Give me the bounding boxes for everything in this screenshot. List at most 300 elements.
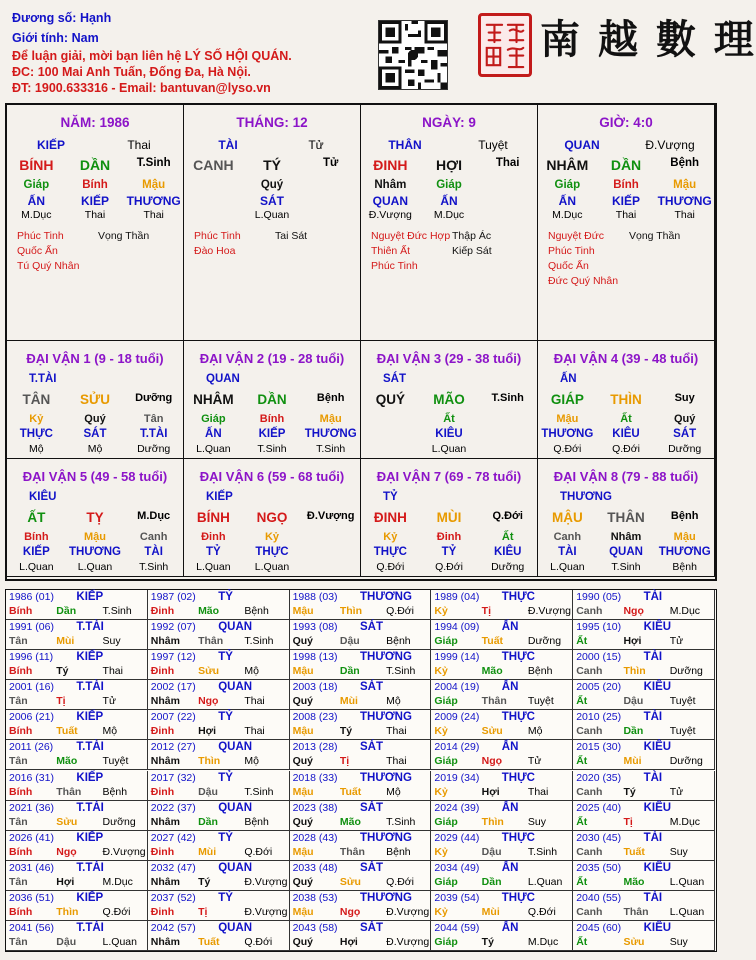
pillar-ten-god: TÀI [218, 138, 238, 152]
year-branch: Mão [481, 665, 503, 678]
dai-van-hidden-row4-0: TÀI [558, 546, 577, 558]
year-branch: Hợi [623, 635, 642, 648]
year-pillar [148, 816, 289, 828]
year-branch: Tuất [198, 935, 220, 948]
year-ten-god: TỶ [218, 771, 233, 784]
dai-van-hidden-row5-2: Dưỡng [491, 561, 525, 573]
dai-van-ten-god: ẤN [560, 373, 577, 385]
year-header [431, 651, 572, 663]
year-header [290, 862, 431, 874]
dai-van-hidden-row5-1: Mộ [87, 443, 103, 455]
year-label: 2001 (16) [9, 681, 54, 694]
year-header [290, 741, 431, 753]
pillar-hidden-row4-1: KIẾP [81, 194, 110, 208]
year-life-stage: Tử [527, 755, 542, 768]
pillar-row5 [184, 209, 360, 221]
year-branch: Tý [339, 725, 353, 738]
pillar-ten-god: QUAN [564, 138, 600, 152]
year-header [290, 892, 431, 904]
dai-van-ten-god: KIẾP [206, 491, 233, 503]
dai-van-stem: QUÝ [375, 392, 405, 407]
year-header [290, 711, 431, 723]
year-life-stage: Mộ [102, 725, 118, 738]
year-stem: Tân [9, 815, 28, 828]
year-branch: Thân [56, 785, 82, 798]
year-cell [148, 861, 290, 891]
dai-van-cell-3 [361, 341, 538, 459]
year-cell [290, 620, 432, 650]
year-label: 2021 (36) [9, 801, 54, 814]
year-ten-god: KIẾP [76, 591, 104, 603]
year-cell [431, 740, 573, 770]
year-cell [148, 771, 290, 801]
year-branch: Hợi [339, 935, 358, 948]
year-cell [431, 861, 573, 891]
year-branch: Thìn [623, 665, 646, 678]
dai-van-hidden-row4-2 [301, 546, 360, 558]
year-branch: Thìn [481, 815, 504, 828]
year-life-stage: Tuyệt [102, 755, 129, 768]
dai-van-hidden-row5-2 [301, 561, 360, 573]
year-cell [573, 620, 715, 650]
pillar-row4 [538, 194, 714, 208]
dai-van-ten-god: KIÊU [29, 491, 57, 503]
year-stem: Ất [576, 935, 588, 948]
year-header [431, 862, 572, 874]
year-branch: Mão [339, 815, 361, 828]
year-stem: Kỷ [434, 605, 448, 617]
year-label: 2014 (29) [434, 741, 480, 754]
year-header [431, 892, 572, 904]
year-branch: Dậu [481, 845, 502, 858]
year-ten-god: THƯƠNG [359, 591, 412, 603]
year-label: 2042 (57) [150, 921, 196, 934]
year-life-stage: M.Dục [669, 605, 701, 617]
year-cell [290, 710, 432, 740]
star-row [17, 259, 179, 274]
year-ten-god: KIÊU [643, 741, 672, 754]
year-label: 1999 (14) [434, 651, 480, 664]
year-branch: Tuất [56, 725, 78, 738]
star-row [371, 259, 533, 274]
pillar-hidden-row4-2: THƯƠNG [657, 194, 712, 208]
year-ten-god: T.TÀI [76, 741, 104, 754]
year-pillar [431, 816, 572, 828]
year-life-stage: Mộ [386, 695, 401, 708]
year-branch: Hợi [481, 785, 500, 798]
year-stem: Bính [9, 785, 33, 798]
year-header [431, 772, 572, 784]
year-pillar [573, 665, 714, 677]
star-row [371, 229, 533, 244]
year-ten-god: SÁT [359, 741, 383, 754]
year-label: 2004 (19) [434, 681, 480, 694]
dai-van-row4 [184, 546, 360, 558]
star-bad [452, 259, 533, 274]
year-pillar [6, 755, 147, 767]
year-stem: Bính [9, 845, 33, 858]
year-label: 2022 (37) [150, 801, 196, 814]
year-label: 1987 (02) [150, 591, 196, 603]
dai-van-hidden-row4-0: THỰC [373, 546, 407, 558]
pillar-top-row [538, 138, 714, 152]
year-cell [6, 590, 148, 620]
pillar-hidden-row5-0 [184, 209, 243, 221]
star-good: Phúc Tinh [194, 230, 241, 242]
year-life-stage: M.Dục [669, 815, 701, 828]
year-branch: Hợi [198, 725, 217, 738]
year-label: 2040 (55) [576, 891, 622, 904]
year-life-stage: L.Quan [669, 905, 705, 918]
dai-van-row3 [538, 413, 714, 425]
year-cell [148, 801, 290, 831]
year-cell [573, 861, 715, 891]
year-label: 2002 (17) [150, 681, 196, 694]
year-label: 2011 (26) [9, 741, 54, 754]
year-pillar [573, 695, 714, 707]
year-stem: Đinh [150, 665, 175, 678]
pillar-row4 [184, 194, 360, 208]
year-life-stage: L.Quan [669, 875, 705, 888]
dai-van-hidden-row4-2: THƯƠNG [304, 428, 357, 440]
year-label: 2032 (47) [150, 861, 196, 874]
year-life-stage: Bệnh [386, 635, 411, 648]
owner-value: Hạnh [79, 11, 112, 25]
star-bad: Thập Ác [452, 230, 492, 242]
dai-van-row3 [7, 531, 183, 543]
dai-van-hidden-row4-0 [361, 428, 420, 440]
dai-van-stem-branch [7, 510, 183, 525]
year-header [6, 621, 147, 633]
pillar-life-stage: Bệnh [670, 157, 700, 169]
dai-van-stem: BÍNH [196, 510, 230, 525]
pillar-cell-0 [7, 105, 184, 341]
year-ten-god: THỰC [501, 891, 535, 904]
year-stem: Kỷ [434, 845, 448, 858]
brand-title [540, 8, 756, 65]
dai-van-hidden-row3-1: Mậu [84, 531, 106, 543]
year-pillar [6, 786, 147, 798]
dai-van-hidden-row4-2: THƯƠNG [658, 546, 711, 558]
pillar-hidden-row5-1: M.Dục [433, 209, 465, 221]
year-pillar [148, 755, 289, 767]
year-ten-god: TỶ [218, 891, 233, 904]
year-label: 2018 (33) [292, 771, 338, 784]
year-branch: Thân [623, 905, 649, 918]
dai-van-hidden-row4-1: THƯƠNG [69, 546, 121, 558]
dai-van-stem-branch [538, 510, 714, 525]
year-life-stage: Thai [386, 725, 407, 738]
year-stem: Mậu [292, 725, 314, 738]
year-ten-god: SÁT [359, 921, 383, 934]
year-branch: Mùi [339, 695, 358, 708]
year-ten-god: ẤN [501, 861, 519, 874]
pillar-hidden-row3-1: Quý [260, 179, 284, 191]
year-pillar [290, 786, 431, 798]
year-branch: Thìn [56, 905, 79, 918]
dai-van-row5 [538, 561, 714, 573]
pillar-hidden-row3-2: Mậu [673, 179, 697, 191]
pillar-life-stage: Tử [323, 157, 339, 169]
year-header [573, 681, 714, 693]
dai-van-stem-branch [7, 392, 183, 407]
year-pillar [148, 906, 289, 918]
year-ten-god: T.TÀI [76, 621, 104, 634]
pillar-hidden-row3-0: Nhâm [374, 179, 407, 191]
brand-rest: 越 數 理 [597, 16, 756, 63]
dai-van-hidden-row3-0: Kỷ [383, 531, 398, 543]
year-header [573, 741, 714, 753]
year-stem: Mậu [292, 605, 314, 617]
year-life-stage: Đ.Vượng [102, 845, 146, 858]
year-label: 1994 (09) [434, 621, 480, 634]
year-header [148, 591, 289, 603]
year-cell [290, 801, 432, 831]
year-header [290, 621, 431, 633]
pillar-stem-branch [184, 157, 360, 173]
year-ten-god: T.TÀI [76, 681, 104, 694]
year-life-stage: Q.Đới [527, 905, 556, 918]
dai-van-hidden-row3-0: Đinh [201, 531, 226, 543]
dai-van-hidden-row5-0: Q.Đới [553, 443, 582, 455]
dai-van-hidden-row3-1: Ất [443, 413, 455, 425]
pillar-stem-branch [361, 157, 537, 173]
pillar-hidden-row5-1: Thai [615, 209, 637, 221]
year-ten-god: QUAN [218, 621, 253, 634]
year-label: 2029 (44) [434, 831, 480, 844]
year-header [6, 802, 147, 814]
dai-van-hidden-row5-2: Dưỡng [668, 443, 702, 455]
year-header [290, 922, 431, 934]
dai-van-hidden-row4-0: ẤN [205, 428, 222, 440]
year-label: 1990 (05) [576, 591, 622, 603]
dai-van-stem-branch [184, 510, 360, 525]
dai-van-hidden-row5-1: T.Sinh [611, 561, 641, 573]
pillar-hidden-row5-2 [478, 209, 537, 221]
year-pillar [148, 665, 289, 677]
year-ten-god: SÁT [359, 621, 383, 634]
year-pillar [6, 605, 147, 617]
year-pillar [6, 846, 147, 858]
year-stem: Bính [9, 905, 33, 918]
dai-van-hidden-row4-1: KIÊU [612, 428, 640, 440]
year-cell [573, 921, 715, 951]
dai-van-stem: TÂN [22, 392, 51, 407]
year-branch: Tị [623, 815, 633, 828]
year-stem: Mậu [292, 665, 314, 678]
dai-van-life-stage: M.Dục [137, 510, 171, 522]
pillar-hidden-row4-1: SÁT [260, 194, 284, 208]
year-label: 2006 (21) [9, 711, 54, 724]
year-branch: Thìn [198, 755, 221, 768]
dai-van-row4 [7, 428, 183, 440]
year-label: 1992 (07) [150, 621, 196, 634]
year-label: 2016 (31) [9, 771, 54, 784]
pillar-hidden-row4-0 [184, 194, 243, 208]
year-cell [148, 590, 290, 620]
pillar-stem: ĐINH [373, 157, 408, 173]
year-pillar [6, 876, 147, 888]
year-ten-god: QUAN [218, 861, 253, 874]
year-header [290, 591, 431, 603]
dai-van-hidden-row4-0: THỰC [19, 428, 53, 440]
year-header [6, 681, 147, 693]
pillar-hidden-row5-0: M.Dục [21, 209, 52, 221]
pillar-hidden-row4-0: QUAN [372, 194, 408, 208]
year-branch: Dần [339, 665, 360, 678]
year-life-stage: Tử [669, 635, 684, 648]
year-branch: Mão [623, 875, 645, 888]
year-header [6, 832, 147, 844]
year-header [431, 922, 572, 934]
year-header [148, 711, 289, 723]
star-good: Đào Hoa [194, 245, 236, 257]
year-label: 2030 (45) [576, 831, 622, 844]
year-ten-god: TỶ [218, 711, 233, 724]
year-header [573, 651, 714, 663]
year-ten-god: T.TÀI [76, 921, 104, 934]
year-cell [6, 650, 148, 680]
year-stem: Mậu [292, 785, 314, 798]
dai-van-row4 [538, 546, 714, 558]
dai-van-branch: THÌN [610, 392, 642, 407]
star-row [548, 259, 710, 274]
year-pillar [431, 725, 572, 737]
year-label: 2026 (41) [9, 831, 54, 844]
dai-van-cell-8 [538, 459, 715, 577]
year-header [573, 832, 714, 844]
year-pillar [431, 876, 572, 888]
dai-van-hidden-row4-1: TỶ [441, 546, 457, 558]
dai-van-title: ĐẠI VẬN 3 (29 - 38 tuổi) [376, 351, 522, 366]
year-ten-god: QUAN [218, 921, 253, 934]
year-pillar [290, 605, 431, 617]
dai-van-hidden-row3-2 [478, 413, 537, 425]
year-stem: Ất [576, 695, 588, 708]
year-pillar [573, 786, 714, 798]
year-stem: Giáp [434, 875, 458, 888]
dai-van-stem: NHÂM [193, 392, 234, 407]
star-bad: Vọng Thần [98, 230, 150, 242]
year-label: 2035 (50) [576, 861, 622, 874]
year-life-stage: T.Sinh [386, 665, 416, 678]
dai-van-cell-2 [184, 341, 361, 459]
dai-van-stem: GIÁP [550, 392, 584, 407]
year-branch: Dần [198, 815, 218, 828]
year-cell [573, 590, 715, 620]
dai-van-branch: MÃO [433, 392, 465, 407]
pillar-top-row [184, 138, 360, 152]
pillar-cell-3 [538, 105, 715, 341]
star-good: Phúc Tinh [17, 230, 64, 242]
pillar-hidden-row4-2: THƯƠNG [126, 194, 181, 208]
year-cell [431, 921, 573, 951]
pillar-row3 [7, 179, 183, 191]
year-branch: Mùi [198, 845, 217, 858]
year-cell [6, 680, 148, 710]
year-cell [431, 710, 573, 740]
year-pillar [148, 635, 289, 647]
year-life-stage: Suy [527, 815, 547, 828]
dai-van-hidden-row5-0: Q.Đới [376, 561, 405, 573]
dai-van-hidden-row5-2: Bệnh [672, 561, 697, 573]
year-label: 2013 (28) [292, 741, 338, 754]
dai-van-hidden-row5-2: Dưỡng [137, 443, 171, 455]
pillar-hidden-row4-2 [301, 194, 360, 208]
dai-van-branch: TỴ [86, 510, 104, 525]
year-stem: Kỷ [434, 665, 448, 678]
year-ten-god: TÀI [643, 771, 663, 784]
dai-van-life-stage: Dưỡng [135, 392, 173, 404]
dai-van-title: ĐẠI VẬN 5 (49 - 58 tuổi) [22, 469, 168, 484]
year-ten-god: T.TÀI [76, 861, 104, 874]
year-stem: Nhâm [150, 695, 180, 708]
year-pillar [6, 635, 147, 647]
pillar-hidden-row3-2: Mậu [142, 179, 166, 191]
dai-van-row4 [184, 428, 360, 440]
year-pillar [431, 635, 572, 647]
year-life-stage: Tuyệt [669, 695, 696, 708]
pillar-stage: Tử [308, 138, 324, 152]
four-pillars-grid [5, 103, 717, 581]
pillar-hidden-row3-0: Giáp [554, 179, 581, 191]
dai-van-branch: SỬU [80, 392, 110, 407]
year-life-stage: Mộ [244, 755, 259, 768]
year-stem: Canh [576, 665, 603, 678]
dai-van-hidden-row3-0: Giáp [201, 413, 226, 425]
pillar-branch: HỢI [436, 157, 462, 173]
year-pillar [148, 605, 289, 617]
dai-van-hidden-row5-2 [478, 443, 537, 455]
dai-van-hidden-row4-1: QUAN [609, 546, 643, 558]
year-branch: Tý [56, 665, 69, 678]
year-stem: Nhâm [150, 875, 180, 888]
star-good: Tú Quý Nhân [17, 260, 80, 272]
year-header [290, 832, 431, 844]
dai-van-hidden-row4-1: KIẾP [258, 428, 286, 440]
pillar-row5 [7, 209, 183, 221]
owner-label: Đương số: [12, 11, 77, 25]
year-ten-god: TÀI [643, 891, 663, 904]
year-header [290, 681, 431, 693]
star-bad [629, 274, 710, 289]
year-branch: Dần [56, 605, 77, 617]
dai-van-hidden-row3-1: Bính [259, 413, 285, 425]
dai-van-hidden-row5-1: L.Quan [77, 561, 113, 573]
year-branch: Mùi [481, 905, 500, 918]
year-ten-god: TÀI [643, 591, 663, 603]
pillar-hidden-row4-1: ẤN [440, 194, 458, 208]
year-ten-god: TỶ [218, 591, 233, 603]
pillar-cell-2 [361, 105, 538, 341]
dai-van-hidden-row5-1: L.Quan [254, 561, 290, 573]
pillar-stem-branch [538, 157, 714, 173]
year-label: 2019 (34) [434, 771, 480, 784]
pillar-hidden-row3-2 [301, 179, 360, 191]
year-life-stage: Thai [244, 695, 265, 708]
year-life-stage: Dưỡng [102, 815, 136, 828]
year-cell [290, 831, 432, 861]
star-good: Nguyệt Đức [548, 230, 605, 242]
dai-van-hidden-row3-0: Bính [24, 531, 49, 543]
star-good: Quốc Ấn [17, 245, 58, 257]
year-ten-god: ẤN [501, 921, 519, 934]
year-pillar [290, 635, 431, 647]
pillar-title: THÁNG: 12 [236, 115, 308, 130]
year-pillar [6, 695, 147, 707]
address-line: ĐC: 100 Mai Anh Tuấn, Đống Đa, Hà Nội. [12, 65, 251, 79]
gender-line [12, 31, 99, 45]
